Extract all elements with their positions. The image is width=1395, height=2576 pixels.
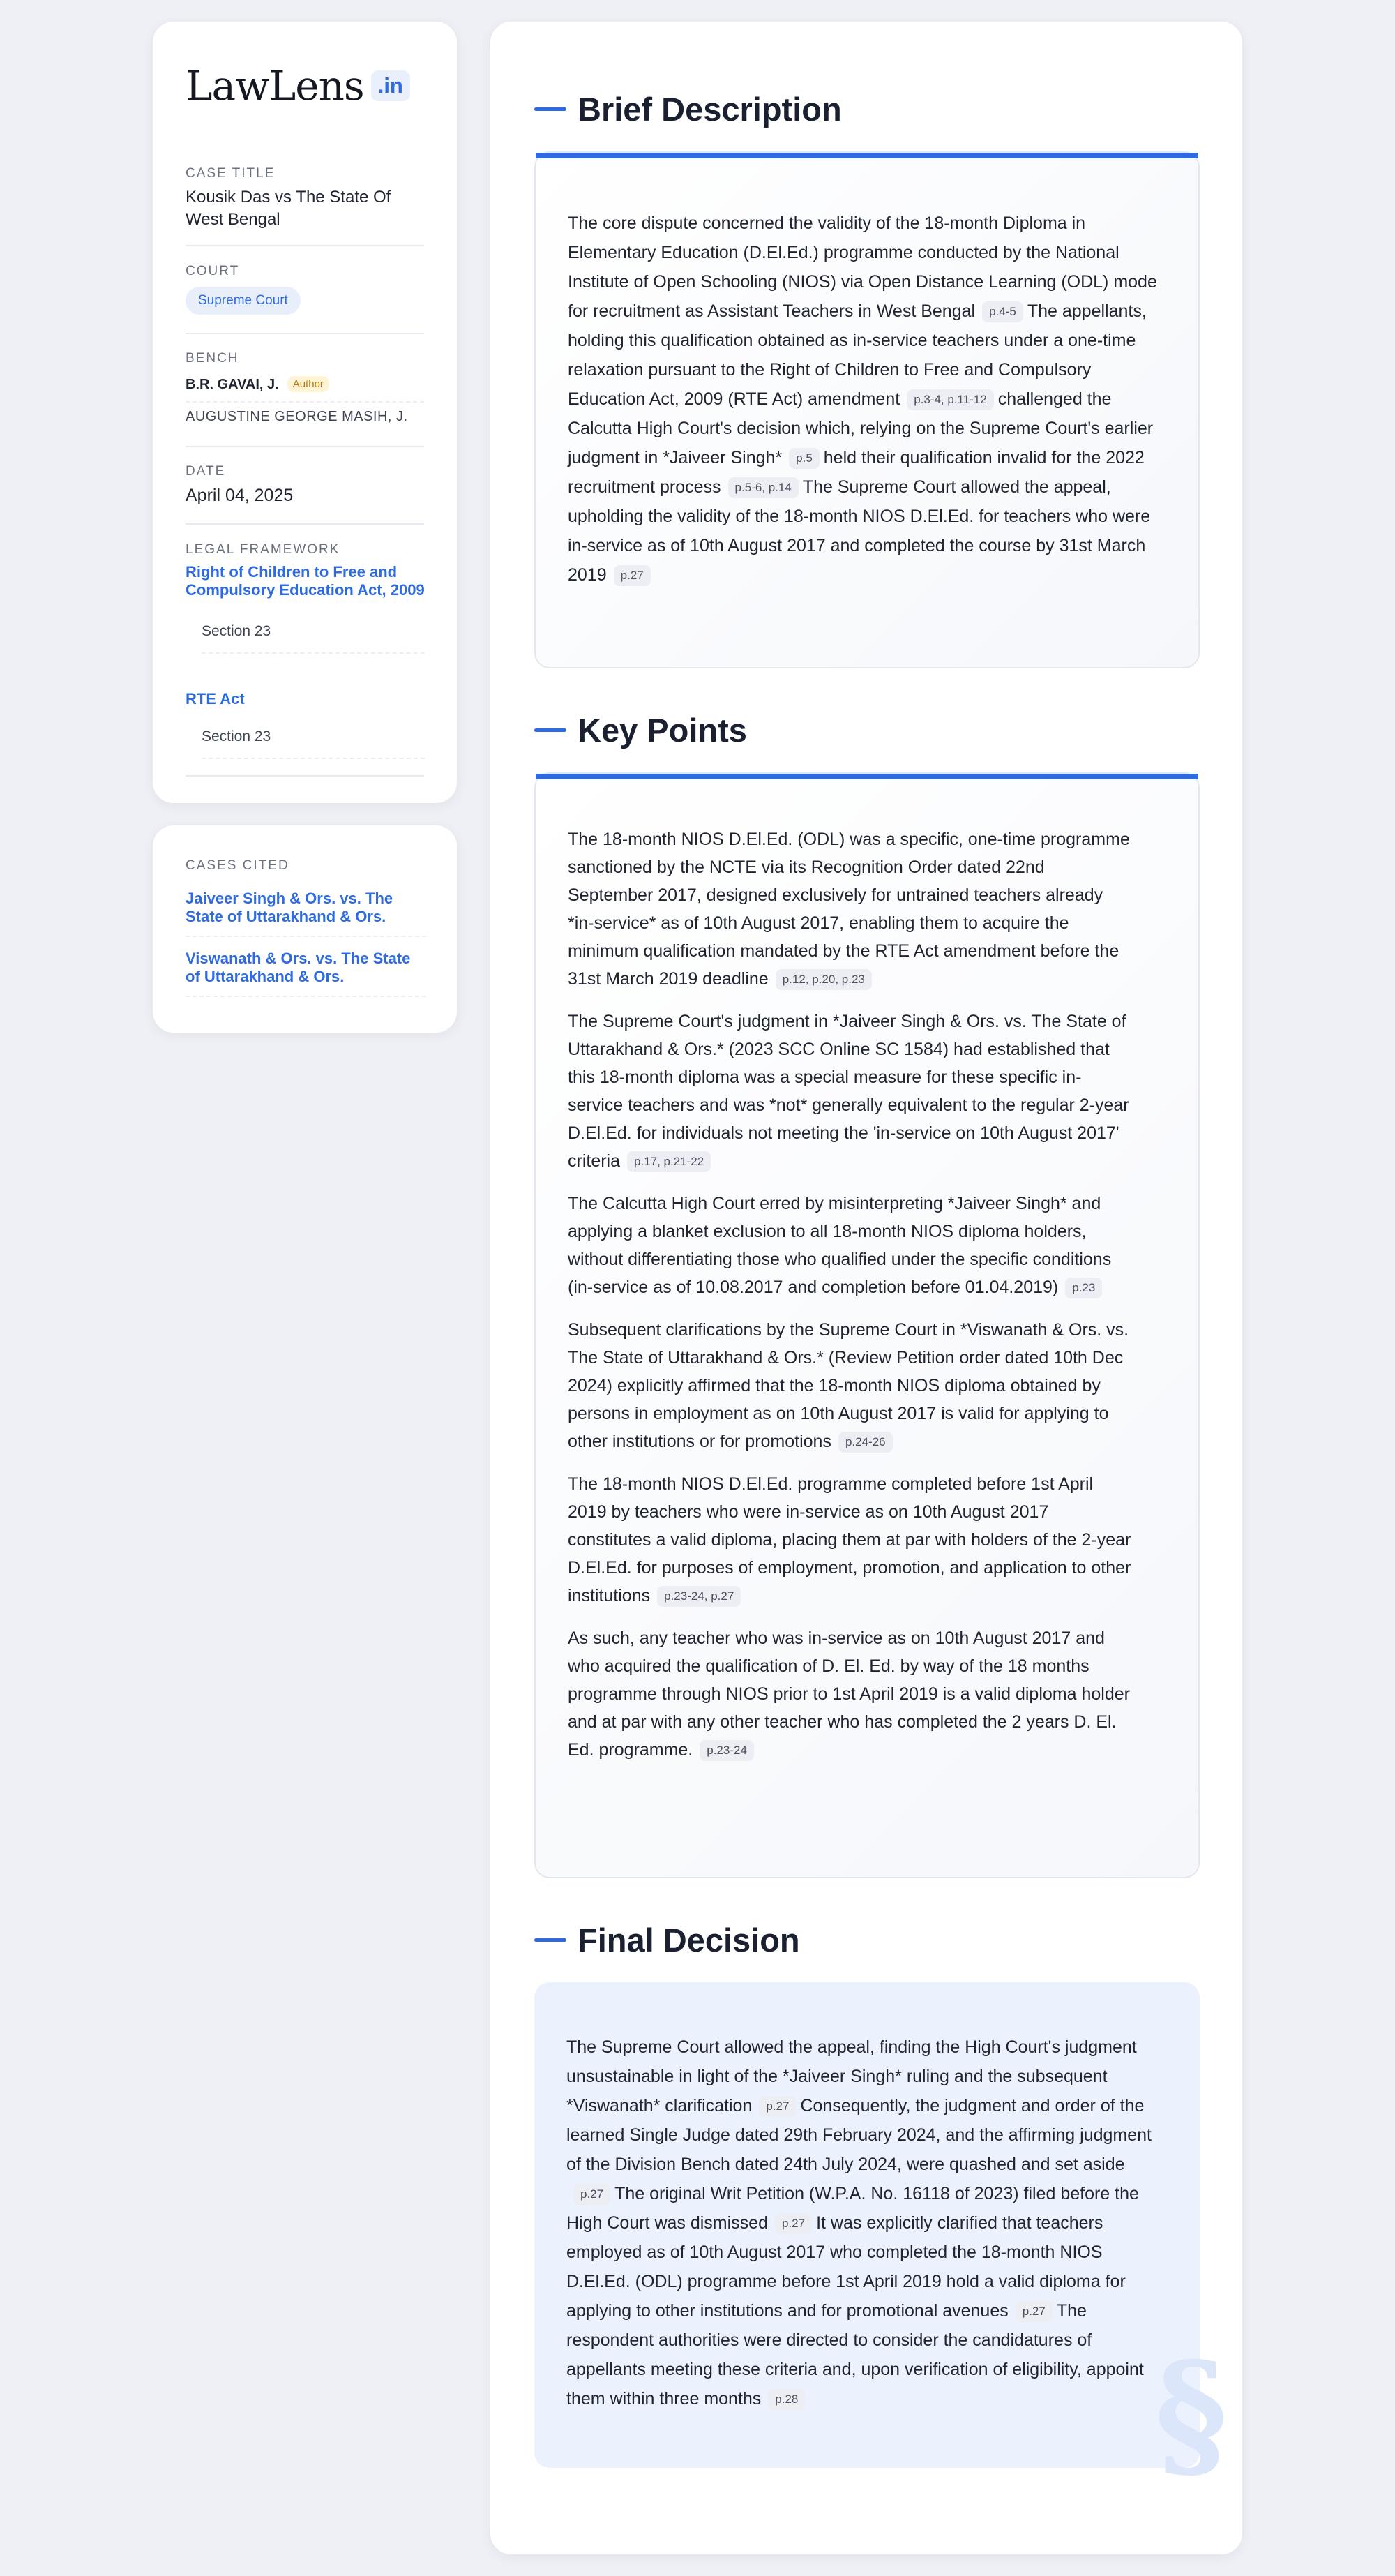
page-ref-chip[interactable]: p.27 — [1016, 2301, 1053, 2322]
divider — [186, 245, 424, 246]
key-point-text: The Calcutta High Court erred by misinterpreting *Jaiveer Singh* and applying a blanket exclusion to all 18-month NIOS diploma holders, without differentiating those who qualified under the specific conditions (in-service as of 10.08.2017 and completion before 01.04.2019) — [568, 1194, 1112, 1297]
text-segment: challenged the Calcutta High Court's decision which, relying on the Supreme Court's earlier judgment in *Jaiveer Singh* — [568, 389, 1154, 467]
page-ref-chip[interactable]: p.3-4, p.11-12 — [907, 389, 994, 410]
logo-text: LawLens — [186, 62, 364, 110]
page-ref-chip[interactable]: p.28 — [768, 2389, 805, 2410]
section-title: Final Decision — [578, 1922, 800, 1959]
divider — [186, 333, 424, 334]
key-point-text: Subsequent clarifications by the Supreme Court in *Viswanath & Ors. vs. The State of Uttarakhand & Ors.* (Review Petition order dated 10th Dec 2024) explicitly affirmed that the 18-month NIOS diploma obtained by persons in employment as on 10th August 2017 is valid for applying to other institutions or for promotions — [568, 1320, 1129, 1451]
key-point-item — [568, 1316, 1133, 1455]
key-point-text: The 18-month NIOS D.El.Ed. programme completed before 1st April 2019 by teachers who were in-service as on 10th August 2017 constitutes a valid diploma, placing them at par with holders of the 2-year D.El.Ed. for purposes of employment, promotion, and application to other institutions — [568, 1474, 1131, 1605]
key-point-item — [568, 1190, 1133, 1301]
judge-name — [186, 376, 329, 393]
page-ref-chip[interactable]: p.23-24 — [700, 1740, 754, 1761]
heading-accent-bar — [534, 107, 566, 111]
text-segment: The Supreme Court allowed the appeal, finding the High Court's judgment unsustainable in light of the *Jaiveer Singh* ruling and the subsequent *Viswanath* clarification — [566, 2037, 1137, 2116]
court-label: COURT — [186, 264, 240, 278]
page-ref-chip[interactable]: p.4-5 — [982, 301, 1023, 322]
page-ref-chip[interactable]: p.24-26 — [838, 1432, 893, 1453]
heading-accent-bar — [534, 728, 566, 732]
framework-act-link[interactable]: Right of Children to Free and Compulsory Education Act, 2009 — [186, 563, 425, 599]
page-ref-chip[interactable]: p.17, p.21-22 — [627, 1151, 711, 1172]
key-points-heading — [534, 711, 747, 749]
divider — [186, 446, 424, 447]
case-title: Kousik Das vs The State Of West Bengal — [186, 188, 391, 229]
logo[interactable] — [186, 58, 424, 114]
cases-cited-card — [153, 825, 457, 1033]
case-info-card — [153, 22, 457, 803]
box-accent-bar — [536, 774, 1198, 779]
key-point-text: The Supreme Court's judgment in *Jaiveer Singh & Ors. vs. The State of Uttarakhand & Ors.* (2023 SCC Online SC 1584) had established that this 18-month diploma was a special measure for these specific in-service teachers and was *not* generally equivalent to the regular 2-year D.El.Ed. for individuals not meeting the 'in-service on 10th August 2017' criteria — [568, 1012, 1129, 1171]
divider — [186, 523, 424, 525]
date-label: DATE — [186, 464, 226, 479]
page-ref-chip[interactable]: p.27 — [775, 2213, 812, 2234]
judge-name-text: B.R. GAVAI, J. — [186, 377, 279, 392]
brief-description-text — [568, 209, 1169, 590]
logo-domain-badge: .in — [371, 70, 410, 101]
cited-case-link[interactable]: Jaiveer Singh & Ors. vs. The State of Uttarakhand & Ors. — [186, 890, 426, 937]
judgment-date: April 04, 2025 — [186, 486, 294, 505]
section-symbol-watermark: § — [1154, 2332, 1228, 2496]
text-segment: The original Writ Petition (W.P.A. No. 16118 of 2023) filed before the High Court was dismissed — [566, 2184, 1139, 2233]
judge-name: AUGUSTINE GEORGE MASIH, J. — [186, 409, 408, 424]
section-title: Brief Description — [578, 91, 842, 128]
framework-section: Section 23 — [202, 623, 425, 654]
heading-accent-bar — [534, 1938, 566, 1942]
court-badge: Supreme Court — [186, 287, 301, 315]
framework-act-link[interactable]: RTE Act — [186, 690, 245, 707]
judge-divider — [186, 401, 424, 403]
key-points-box — [534, 772, 1200, 1878]
final-decision-box — [534, 1982, 1228, 2496]
page-ref-chip[interactable]: p.23 — [1065, 1278, 1102, 1298]
page-ref-chip[interactable]: p.27 — [614, 565, 651, 586]
text-segment: Consequently, the judgment and order of the learned Single Judge dated 29th February 2024, and the affirming judgment of the Division Bench dated 24th July 2024, were quashed and set aside — [566, 2096, 1152, 2174]
cases-cited-label: CASES CITED — [186, 858, 289, 873]
text-segment: held their qualification invalid for the 2022 recruitment process — [568, 448, 1145, 497]
key-point-item — [568, 1008, 1133, 1175]
text-segment: The respondent authorities were directed to consider the candidatures of appellants meeting these criteria and, upon verification of eligibility, appoint them within three months — [566, 2301, 1144, 2409]
page-ref-chip[interactable]: p.12, p.20, p.23 — [776, 969, 872, 990]
key-point-item — [568, 825, 1133, 993]
text-segment: It was explicitly clarified that teachers employed as of 10th August 2017 who completed the 18-month NIOS D.El.Ed. (ODL) programme before 1st April 2019 hold a valid diploma for applying to other institutions and for promotional avenues — [566, 2213, 1126, 2321]
divider — [186, 775, 424, 777]
section-title: Key Points — [578, 712, 747, 749]
page-ref-chip[interactable]: p.23-24, p.27 — [657, 1586, 741, 1607]
page-ref-chip[interactable]: p.5-6, p.14 — [728, 477, 799, 498]
final-decision-heading — [534, 1921, 800, 1959]
main-content-card — [490, 22, 1242, 2554]
case-title-label: CASE TITLE — [186, 166, 276, 181]
cited-case-link[interactable]: Viswanath & Ors. vs. The State of Uttarakhand & Ors. — [186, 950, 426, 997]
bench-label: BENCH — [186, 351, 239, 366]
text-segment: The appellants, holding this qualification obtained as in-service teachers under a one-time relaxation pursuant to the Right of Children to Free and Compulsory Education Act, 2009 (RTE Act) amendment — [568, 301, 1147, 409]
box-accent-bar — [536, 153, 1198, 158]
legal-framework-label: LEGAL FRAMEWORK — [186, 542, 340, 557]
text-segment: The Supreme Court allowed the appeal, upholding the validity of the 18-month NIOS D.El.Ed. for teachers who were in-service as of 10th August 2017 and completed the course by 31st March 2019 — [568, 477, 1151, 585]
framework-section: Section 23 — [202, 728, 425, 759]
brief-description-heading — [534, 90, 842, 128]
key-point-item — [568, 1624, 1133, 1764]
page-ref-chip[interactable]: p.27 — [573, 2184, 610, 2205]
brief-description-box — [534, 151, 1200, 668]
final-decision-text — [566, 2032, 1168, 2413]
key-point-text: The 18-month NIOS D.El.Ed. (ODL) was a specific, one-time programme sanctioned by the NCTE via its Recognition Order dated 22nd September 2017, designed exclusively for untrained teachers already *in-service* as of 10th August 2017, enabling them to acquire the minimum qualification mandated by the RTE Act amendment before the 31st March 2019 deadline — [568, 830, 1130, 989]
key-point-text: As such, any teacher who was in-service as on 10th August 2017 and who acquired the qualification of D. El. Ed. by way of the 18 months programme through NIOS prior to 1st April 2019 is a valid diploma holder and at par with any other teacher who has completed the 2 years D. El. Ed. programme. — [568, 1628, 1130, 1760]
key-point-item — [568, 1470, 1133, 1610]
page-ref-chip[interactable]: p.5 — [789, 448, 820, 469]
text-segment: The core dispute concerned the validity of the 18-month Diploma in Elementary Education (D.El.Ed.) programme conducted by the National Institute of Open Schooling (NIOS) via Open Distance Learning (ODL) mode for recruitment as Assistant Teachers in West Bengal — [568, 214, 1157, 321]
key-points-list — [568, 825, 1169, 1779]
page-ref-chip[interactable]: p.27 — [759, 2096, 796, 2117]
author-badge: Author — [287, 376, 329, 392]
